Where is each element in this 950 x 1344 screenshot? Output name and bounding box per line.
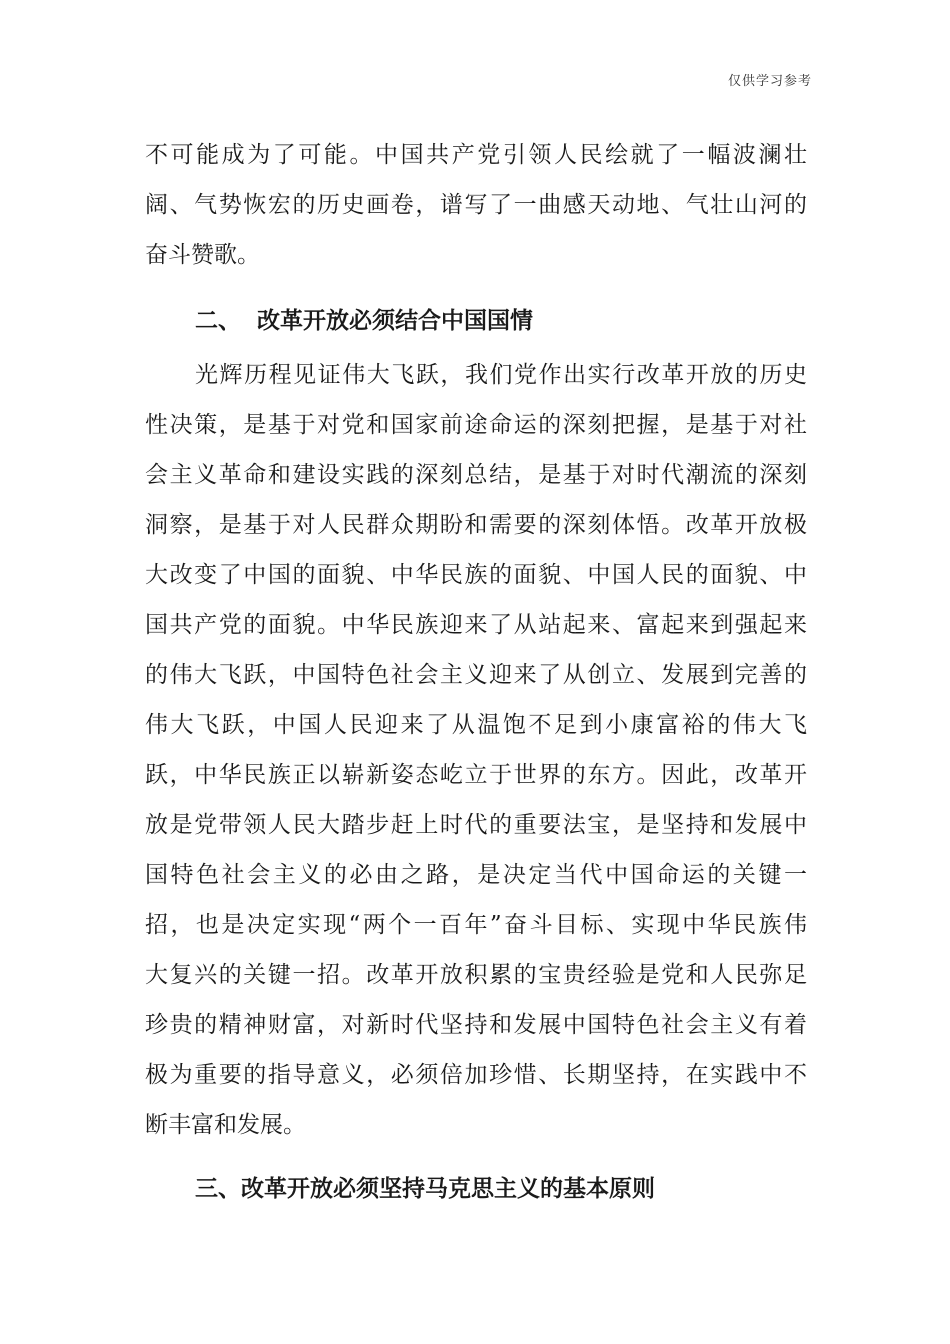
text-line: 会主义革命和建设实践的深刻总结，是基于对时代潮流的深刻 — [145, 462, 807, 488]
text-line: 不可能成为了可能。中国共产党引领人民绘就了一幅波澜壮 — [145, 142, 807, 168]
text-line: 阔、气势恢宏的历史画卷，谱写了一曲感天动地、气壮山河的 — [145, 192, 807, 218]
text-line: 招，也是决定实现“两个一百年”奋斗目标、实现中华民族伟 — [145, 912, 807, 938]
text-line: 大复兴的关键一招。改革开放积累的宝贵经验是党和人民弥足 — [145, 962, 807, 988]
text-line: 奋斗赞歌。 — [145, 242, 260, 268]
header-note: 仅供学习参考 — [727, 74, 812, 89]
text-line: 光辉历程见证伟大飞跃，我们党作出实行改革开放的历史 — [195, 362, 807, 388]
text-line: 的伟大飞跃，中国特色社会主义迎来了从创立、发展到完善的 — [145, 662, 807, 688]
text-line: 极为重要的指导意义，必须倍加珍惜、长期坚持，在实践中不 — [145, 1062, 807, 1088]
text-line: 跃，中华民族正以崭新姿态屹立于世界的东方。因此，改革开 — [145, 762, 807, 788]
document-body — [145, 130, 807, 1218]
text-line: 伟大飞跃，中国人民迎来了从温饱不足到小康富裕的伟大飞 — [145, 712, 807, 738]
text-line: 国共产党的面貌。中华民族迎来了从站起来、富起来到强起来 — [145, 612, 807, 638]
text-line: 断丰富和发展。 — [145, 1112, 306, 1138]
text-line: 国特色社会主义的必由之路，是决定当代中国命运的关键一 — [145, 862, 807, 888]
paragraph — [145, 130, 807, 280]
text-line: 性决策，是基于对党和国家前途命运的深刻把握，是基于对社 — [145, 412, 807, 438]
text-line: 放是党带领人民大踏步赶上时代的重要法宝，是坚持和发展中 — [145, 812, 807, 838]
text-line: 洞察，是基于对人民群众期盼和需要的深刻体悟。改革开放极 — [145, 512, 807, 538]
text-line: 珍贵的精神财富，对新时代坚持和发展中国特色社会主义有着 — [145, 1012, 807, 1038]
text-line: 大改变了中国的面貌、中华民族的面貌、中国人民的面貌、中 — [145, 562, 807, 588]
paragraph — [145, 350, 807, 1150]
section-heading: 三、改革开放必须坚持马克思主义的基本原则 — [195, 1176, 655, 1202]
section-heading: 二、 改革开放必须结合中国国情 — [195, 308, 534, 334]
